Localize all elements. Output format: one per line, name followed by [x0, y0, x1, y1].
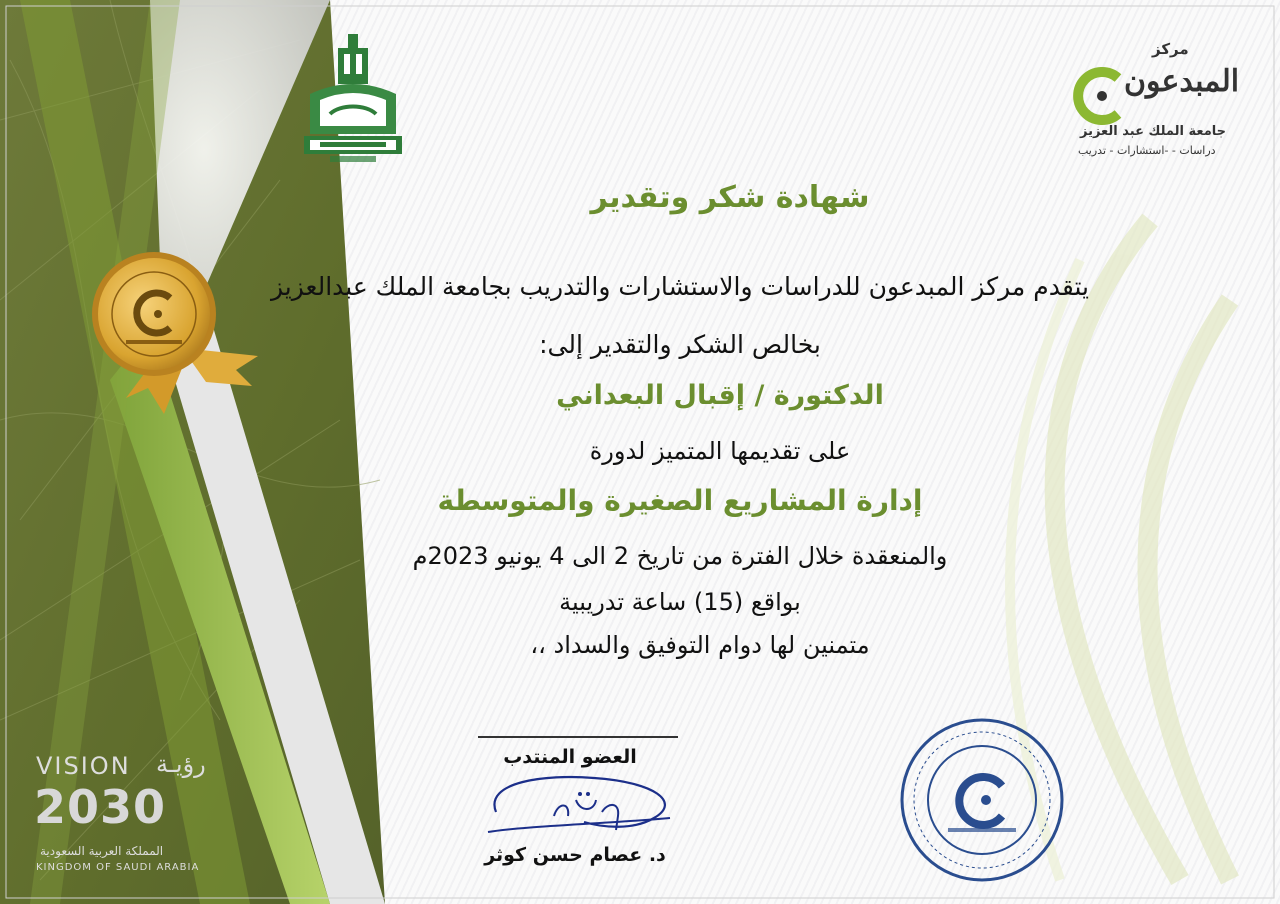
presentation-line: على تقديمها المتميز لدورة	[589, 437, 851, 465]
vision-country-en: KINGDOM OF SAUDI ARABIA	[36, 862, 200, 873]
signer-title: العضو المنتدب	[503, 746, 637, 768]
hours-line: بواقع (15) ساعة تدريبية	[559, 588, 801, 616]
logo-tagline: دراسات - -استشارات - تدريب	[1078, 144, 1216, 157]
logo-top-word: مركز	[1152, 40, 1189, 58]
official-stamp	[898, 716, 1066, 884]
signature-line	[478, 736, 678, 738]
course-name: إدارة المشاريع الصغيرة والمتوسطة	[437, 484, 923, 517]
mubdioon-emblem-icon	[1068, 66, 1128, 126]
date-line: والمنعقدة خلال الفترة من تاريخ 2 الى 4 يونيو 2023م	[412, 542, 948, 570]
recipient-name: الدكتورة / إقبال البعداني	[556, 380, 884, 411]
handwritten-signature	[484, 772, 678, 842]
certificate-title: شهادة شكر وتقدير	[590, 180, 870, 215]
logo-brand: المبدعون	[1124, 64, 1240, 99]
presenter-line: يتقدم مركز المبدعون للدراسات والاستشارات والتدريب بجامعة الملك عبدالعزيز	[270, 272, 1090, 301]
mubdioon-center-logo	[1060, 40, 1240, 170]
vision-country-ar: المملكة العربية السعودية	[40, 844, 164, 858]
logo-university: جامعة الملك عبد العزيز	[1080, 124, 1226, 139]
vision-year: 2030	[34, 780, 167, 834]
thanks-line: بخالص الشكر والتقدير إلى:	[539, 330, 821, 359]
kau-university-logo	[300, 34, 406, 164]
vision-word-en: VISION	[36, 752, 131, 780]
vision-word-ar: رؤيـة	[156, 750, 206, 778]
signer-name: د. عصام حسن كوثر	[484, 844, 666, 866]
wishes-line: متمنين لها دوام التوفيق والسداد ،،	[530, 631, 870, 659]
